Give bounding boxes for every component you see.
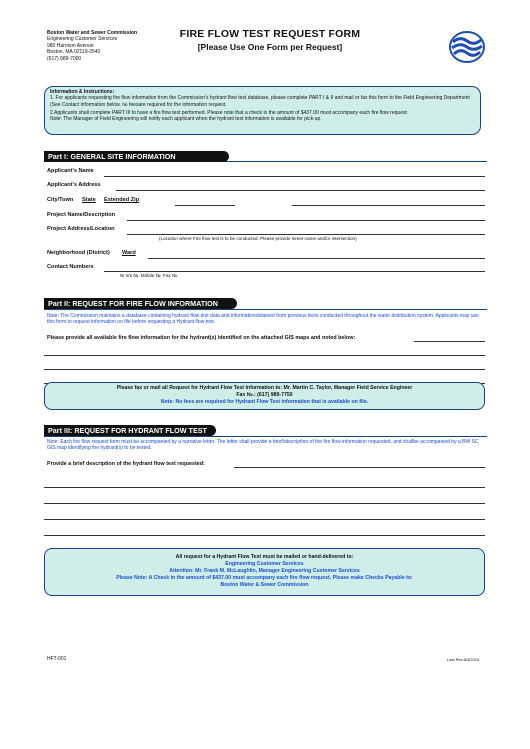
city-town-label: City/Town [47,197,74,203]
org-department: Engineering Customer Services [47,36,118,43]
part3-heading: Part III: REQUEST FOR HYDRANT FLOW TEST [44,425,216,436]
part2-field-1[interactable] [44,355,485,356]
mail-line-3: Attention: Mr. Frank M. McLaughlin, Manager Engineering Customer Services [169,568,360,574]
zip-label: Extended Zip [104,197,140,203]
org-city: Boston, MA 02119-2540 [47,49,101,56]
part3-prompt: Provide a brief description of the hydrant flow test requested: [47,461,205,467]
project-name-label: Project Name/Description [47,212,116,218]
zip-field[interactable] [292,205,485,206]
mail-line-4: Please Note: A Check in the amount of $437.00 must accompany each fire flow request. Please make Checks Payable to: [116,575,413,581]
location-hint: (Location where Fire flow test is to be conducted. Please provide street name and/or intersection) [159,236,357,241]
part3-field-2[interactable] [44,503,485,504]
fax-info-box [44,382,485,410]
state-label: State [82,197,96,203]
revision-date: Last Rev.8/3/2015 [447,657,480,662]
contact-numbers-label: Contact Numbers [47,264,94,270]
part3-field-4[interactable] [44,535,485,536]
part2-rule [44,309,487,310]
part2-prompt: Please provide all available fire flow information for the hydrant(s) identified on the attached GIS maps and noted below: [47,335,356,341]
applicant-address-field[interactable] [116,190,485,191]
contact-numbers-field[interactable] [104,271,485,272]
project-name-field[interactable] [127,220,485,221]
part3-field-1[interactable] [44,487,485,488]
instructions-note: Note: The Manager of Field Engineering will notify each applicant when the hydrant test information is available for pick-up. [50,116,322,123]
fax-line-1: Please fax or mail all Request for Hydrant Flow Test Information to: Mr. Martin C. Taylor, Manager Field Service Engineer [116,385,413,391]
part3-field-0[interactable] [234,467,485,468]
part2-heading: Part II: REQUEST FOR FIRE FLOW INFORMATION [44,298,237,309]
fax-line-3: Note: No fees are required for Hydrant Flow Test information that is available on file. [160,399,369,405]
instructions-heading: Information & Instructions: [50,89,115,95]
neighborhood-label: Neighborhood (District) [47,250,110,256]
form-id: HFT-001 [47,656,67,662]
org-street: 980 Harrison Avenue [47,42,94,49]
part2-field-0[interactable] [414,341,485,342]
part2-field-2[interactable] [44,369,485,370]
contact-types: W ork №. Mobile №. Fax №. [120,273,179,278]
org-name: Boston Water and Sewer Commission [47,30,138,36]
instruction-1: 1. For applicants requesting fire flow information from the Commission's hydrant flow test database, please complete PART I & II and mail or fax this form to the Field Engineering Department (See Contact information below. № feesare required for the information request. [50,95,470,108]
project-address-label: Project Address/Location [47,226,115,232]
part2-note: Note: The Commission maintains a database containing hydrant flow test data and informationobtained from previous tests conducted throughout the water distribution system. Applicants may use this form to request information on file before requesting a Hydrant flow test. [47,313,479,326]
part3-field-3[interactable] [44,519,485,520]
applicant-name-field[interactable] [104,176,485,177]
instructions-box [44,86,481,135]
mail-line-2: Engineering Customer Services [225,561,304,567]
form-title: FIRE FLOW TEST REQUEST FORM [179,28,361,40]
part1-heading: Part I: GENERAL SITE INFORMATION [44,151,229,162]
city-field[interactable] [175,205,235,206]
form-subtitle: [Please Use One Form per Request] [197,42,343,52]
mail-info-box [44,548,485,596]
mail-line-5: Boston Water & Sewer Commission [220,582,309,588]
applicant-address-label: Applicant's Address [47,182,101,188]
project-address-field[interactable] [127,234,485,235]
part3-note: Note: Each fire flow request form must be accompanied by a narrative letter. The letter shall provide a brief/description of the fire flow information requested, and shallbe accompanied by a BW SC GIS map identifying the hydrant(s) to be tested. [47,439,479,452]
bwsc-logo-icon [448,30,486,64]
mail-line-1: All request for a Hydrant Flow Test must be mailed or hand-delivered to: [175,554,354,560]
org-phone: (617) 989-7000 [47,55,82,62]
fax-line-2: Fax №.: (617) 989-7750 [236,392,293,398]
form-title-block [160,28,380,52]
part3-rule [44,436,487,437]
organization-block [47,30,137,62]
applicant-name-label: Applicant's Name [47,168,94,174]
neighborhood-field[interactable] [148,258,485,259]
instruction-2: 2.Applicants shall complete PART III to have a fire flow test performed. Please note that a check in the amount of $437.00 must accompany each fire flow request [50,109,407,116]
ward-label: Ward [122,250,136,256]
